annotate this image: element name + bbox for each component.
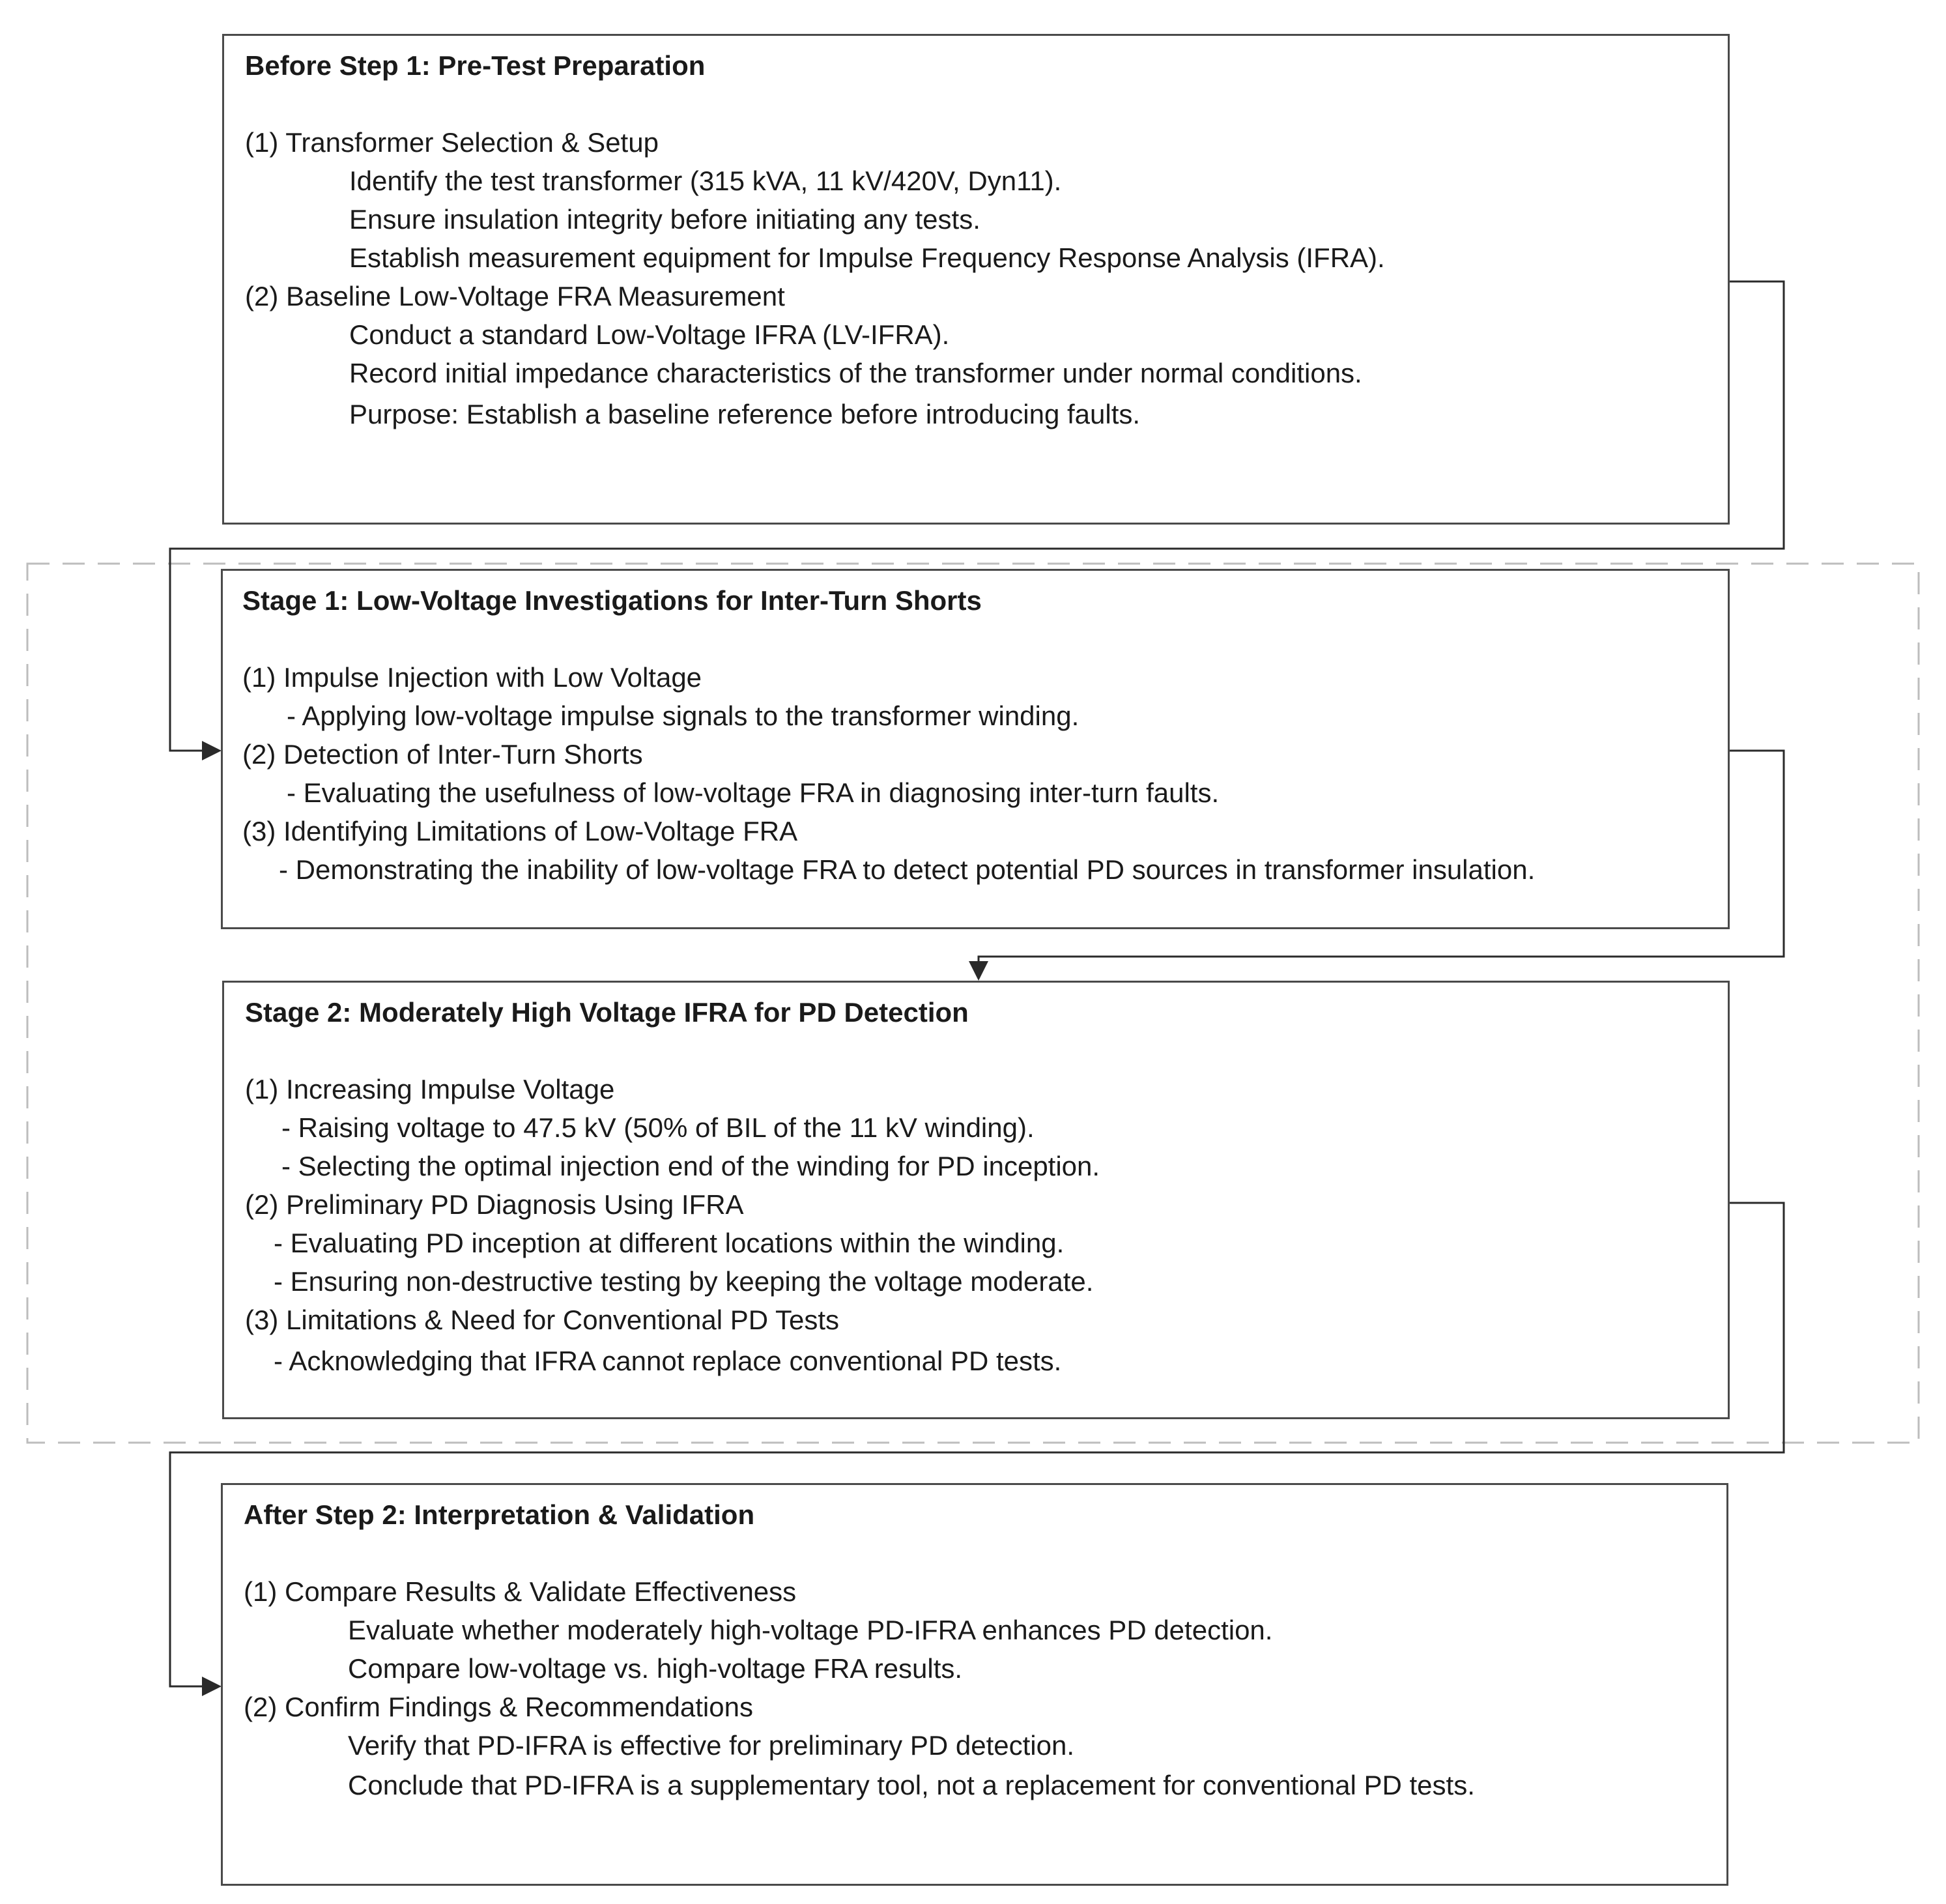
step-heading: (2) Baseline Low-Voltage FRA Measurement [245,281,785,311]
step-heading: (3) Identifying Limitations of Low-Voltage FRA [242,816,798,846]
box-title: Stage 2: Moderately High Voltage IFRA for PD Detection [245,997,969,1028]
step-item: Compare low-voltage vs. high-voltage FRA results. [348,1653,963,1684]
box-title: Before Step 1: Pre-Test Preparation [245,50,706,81]
step-item: Ensure insulation integrity before initiating any tests. [349,204,980,235]
step-item: - Evaluating PD inception at different locations within the winding. [274,1228,1065,1258]
step-item: Conduct a standard Low-Voltage IFRA (LV-IFRA). [349,319,950,350]
step-item: Verify that PD-IFRA is effective for preliminary PD detection. [348,1730,1074,1761]
step-item: - Ensuring non-destructive testing by keeping the voltage moderate. [274,1266,1094,1297]
step-heading: (1) Compare Results & Validate Effectiveness [244,1576,797,1607]
box-title: Stage 1: Low-Voltage Investigations for Inter-Turn Shorts [242,585,982,616]
step-heading: (2) Detection of Inter-Turn Shorts [242,739,643,770]
interpretation-validation-box [221,1483,1728,1886]
step-item: Identify the test transformer (315 kVA, 11 kV/420V, Dyn11). [349,166,1062,196]
step-item: Establish measurement equipment for Impulse Frequency Response Analysis (IFRA). [349,242,1385,273]
step-item: - Acknowledging that IFRA cannot replace conventional PD tests. [274,1346,1062,1376]
step-item: - Applying low-voltage impulse signals to the transformer winding. [287,700,1080,731]
box-title: After Step 2: Interpretation & Validation [244,1499,755,1530]
stage2-box [222,981,1730,1419]
step-heading: (3) Limitations & Need for Conventional PD Tests [245,1305,839,1335]
step-heading: (1) Increasing Impulse Voltage [245,1074,615,1104]
step-item: Evaluate whether moderately high-voltage PD-IFRA enhances PD detection. [348,1615,1273,1645]
pre-test-preparation-box [222,34,1730,525]
step-heading: (2) Preliminary PD Diagnosis Using IFRA [245,1189,744,1220]
step-item: - Selecting the optimal injection end of the winding for PD inception. [281,1151,1100,1181]
step-item: - Demonstrating the inability of low-voltage FRA to detect potential PD sources in transformer insulation. [279,854,1536,885]
step-item: - Evaluating the usefulness of low-voltage FRA in diagnosing inter-turn faults. [287,777,1220,808]
step-item: - Raising voltage to 47.5 kV (50% of BIL of the 11 kV winding). [281,1112,1035,1143]
step-heading: (1) Transformer Selection & Setup [245,127,659,158]
step-heading: (2) Confirm Findings & Recommendations [244,1692,753,1722]
step-item: Purpose: Establish a baseline reference before introducing faults. [349,399,1141,429]
stage1-box [221,569,1730,929]
step-item: Conclude that PD-IFRA is a supplementary tool, not a replacement for conventional PD tests. [348,1770,1475,1800]
step-heading: (1) Impulse Injection with Low Voltage [242,662,702,693]
step-item: Record initial impedance characteristics of the transformer under normal conditions. [349,358,1362,388]
